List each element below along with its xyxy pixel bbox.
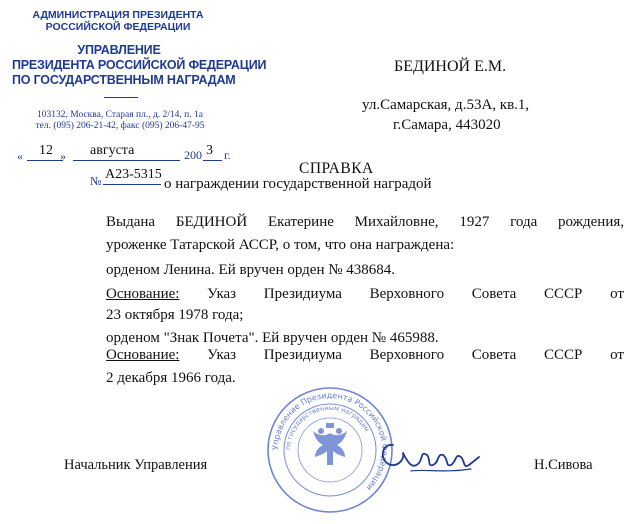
body-word: 1927 bbox=[459, 214, 490, 230]
body-word: Совета bbox=[471, 286, 517, 302]
seal-text-inner: по государственным наградам bbox=[283, 403, 371, 451]
body-line-2: уроженке Татарской АССР, о том, что она награждена: bbox=[106, 237, 455, 253]
letterhead-dept-line3: ПО ГОСУДАРСТВЕННЫМ НАГРАДАМ bbox=[12, 73, 236, 87]
letterhead-department bbox=[12, 43, 267, 88]
document-subtitle: о награждении государственной наградой bbox=[164, 176, 432, 192]
body-word: Совета bbox=[471, 347, 517, 363]
body-line-4 bbox=[106, 286, 624, 303]
body-word: БЕДИНОЙ bbox=[175, 214, 248, 230]
date-year-prefix: 200 bbox=[184, 148, 202, 162]
date-close-quote: » bbox=[60, 149, 66, 163]
date-day-underline bbox=[27, 160, 63, 161]
date-open-quote: « bbox=[17, 149, 23, 163]
body-word: Указ bbox=[207, 286, 237, 302]
basis-label: Основание: bbox=[106, 286, 180, 302]
body-word: Михайловне, bbox=[354, 214, 439, 230]
date-year-suffix: 3 bbox=[206, 143, 213, 158]
signatory-position: Начальник Управления bbox=[64, 457, 208, 473]
seal-text-outer: Управление Президента Российской Федерации bbox=[270, 390, 390, 493]
date-month-underline bbox=[73, 160, 180, 161]
body-word: Екатерине bbox=[267, 214, 334, 230]
body-word: Верховного bbox=[369, 347, 445, 363]
document-title: СПРАВКА bbox=[299, 160, 374, 177]
body-word: Президиума bbox=[263, 286, 342, 302]
document-number-underline bbox=[103, 184, 161, 185]
body-word: от bbox=[610, 286, 624, 302]
letterhead-dept-line2: ПРЕЗИДЕНТА РОССИЙСКОЙ ФЕДЕРАЦИИ bbox=[12, 58, 267, 72]
signatory-name: Н.Сивова bbox=[534, 457, 593, 473]
document-number: А23-5315 bbox=[105, 167, 162, 182]
body-word: от bbox=[610, 347, 624, 363]
body-word: года bbox=[510, 214, 538, 230]
letterhead-admin-line2: РОССИЙСКОЙ ФЕДЕРАЦИИ bbox=[45, 21, 191, 33]
date-day: 12 bbox=[39, 143, 53, 158]
body-line-8: 2 декабря 1966 года. bbox=[106, 370, 236, 386]
letterhead-phone: тел. (095) 206-21-42, факс (095) 206-47-95 bbox=[35, 121, 205, 131]
recipient-name: БЕДИНОЙ Е.М. bbox=[394, 58, 507, 75]
body-word: Указ bbox=[207, 347, 237, 363]
document-number-sign: № bbox=[90, 174, 102, 188]
letterhead-admin-line1: АДМИНИСТРАЦИЯ ПРЕЗИДЕНТА bbox=[32, 9, 204, 21]
letterhead-divider bbox=[104, 97, 138, 98]
basis-label: Основание: bbox=[106, 347, 180, 363]
letterhead-dept-line1: УПРАВЛЕНИЕ bbox=[77, 43, 161, 57]
body-word: Верховного bbox=[369, 286, 445, 302]
body-line-5: 23 октября 1978 года; bbox=[106, 307, 244, 323]
recipient-street: ул.Самарская, д.53А, кв.1, bbox=[362, 97, 530, 113]
body-line-3: орденом Ленина. Ей вручен орден № 438684. bbox=[106, 262, 396, 278]
date-year-abbr: г. bbox=[224, 148, 231, 162]
body-word: СССР bbox=[544, 347, 583, 363]
recipient-city: г.Самара, 443020 bbox=[393, 117, 501, 133]
letterhead-admin bbox=[18, 9, 218, 33]
body-word: СССР bbox=[544, 286, 583, 302]
body-word: Выдана bbox=[106, 214, 156, 230]
body-line-7 bbox=[106, 347, 624, 364]
handwritten-signature bbox=[375, 435, 485, 480]
body-line-6: орденом "Знак Почета". Ей вручен орден № 465988. bbox=[106, 330, 439, 346]
body-word: рождения, bbox=[558, 214, 624, 230]
eagle-emblem-icon bbox=[313, 423, 347, 465]
body-word: Президиума bbox=[263, 347, 342, 363]
letterhead-address: 103132, Москва, Старая пл., д. 2/14, п. 1а bbox=[37, 110, 203, 120]
date-month: августа bbox=[90, 143, 135, 158]
body-line-1 bbox=[106, 214, 624, 231]
date-year-underline bbox=[203, 160, 222, 161]
